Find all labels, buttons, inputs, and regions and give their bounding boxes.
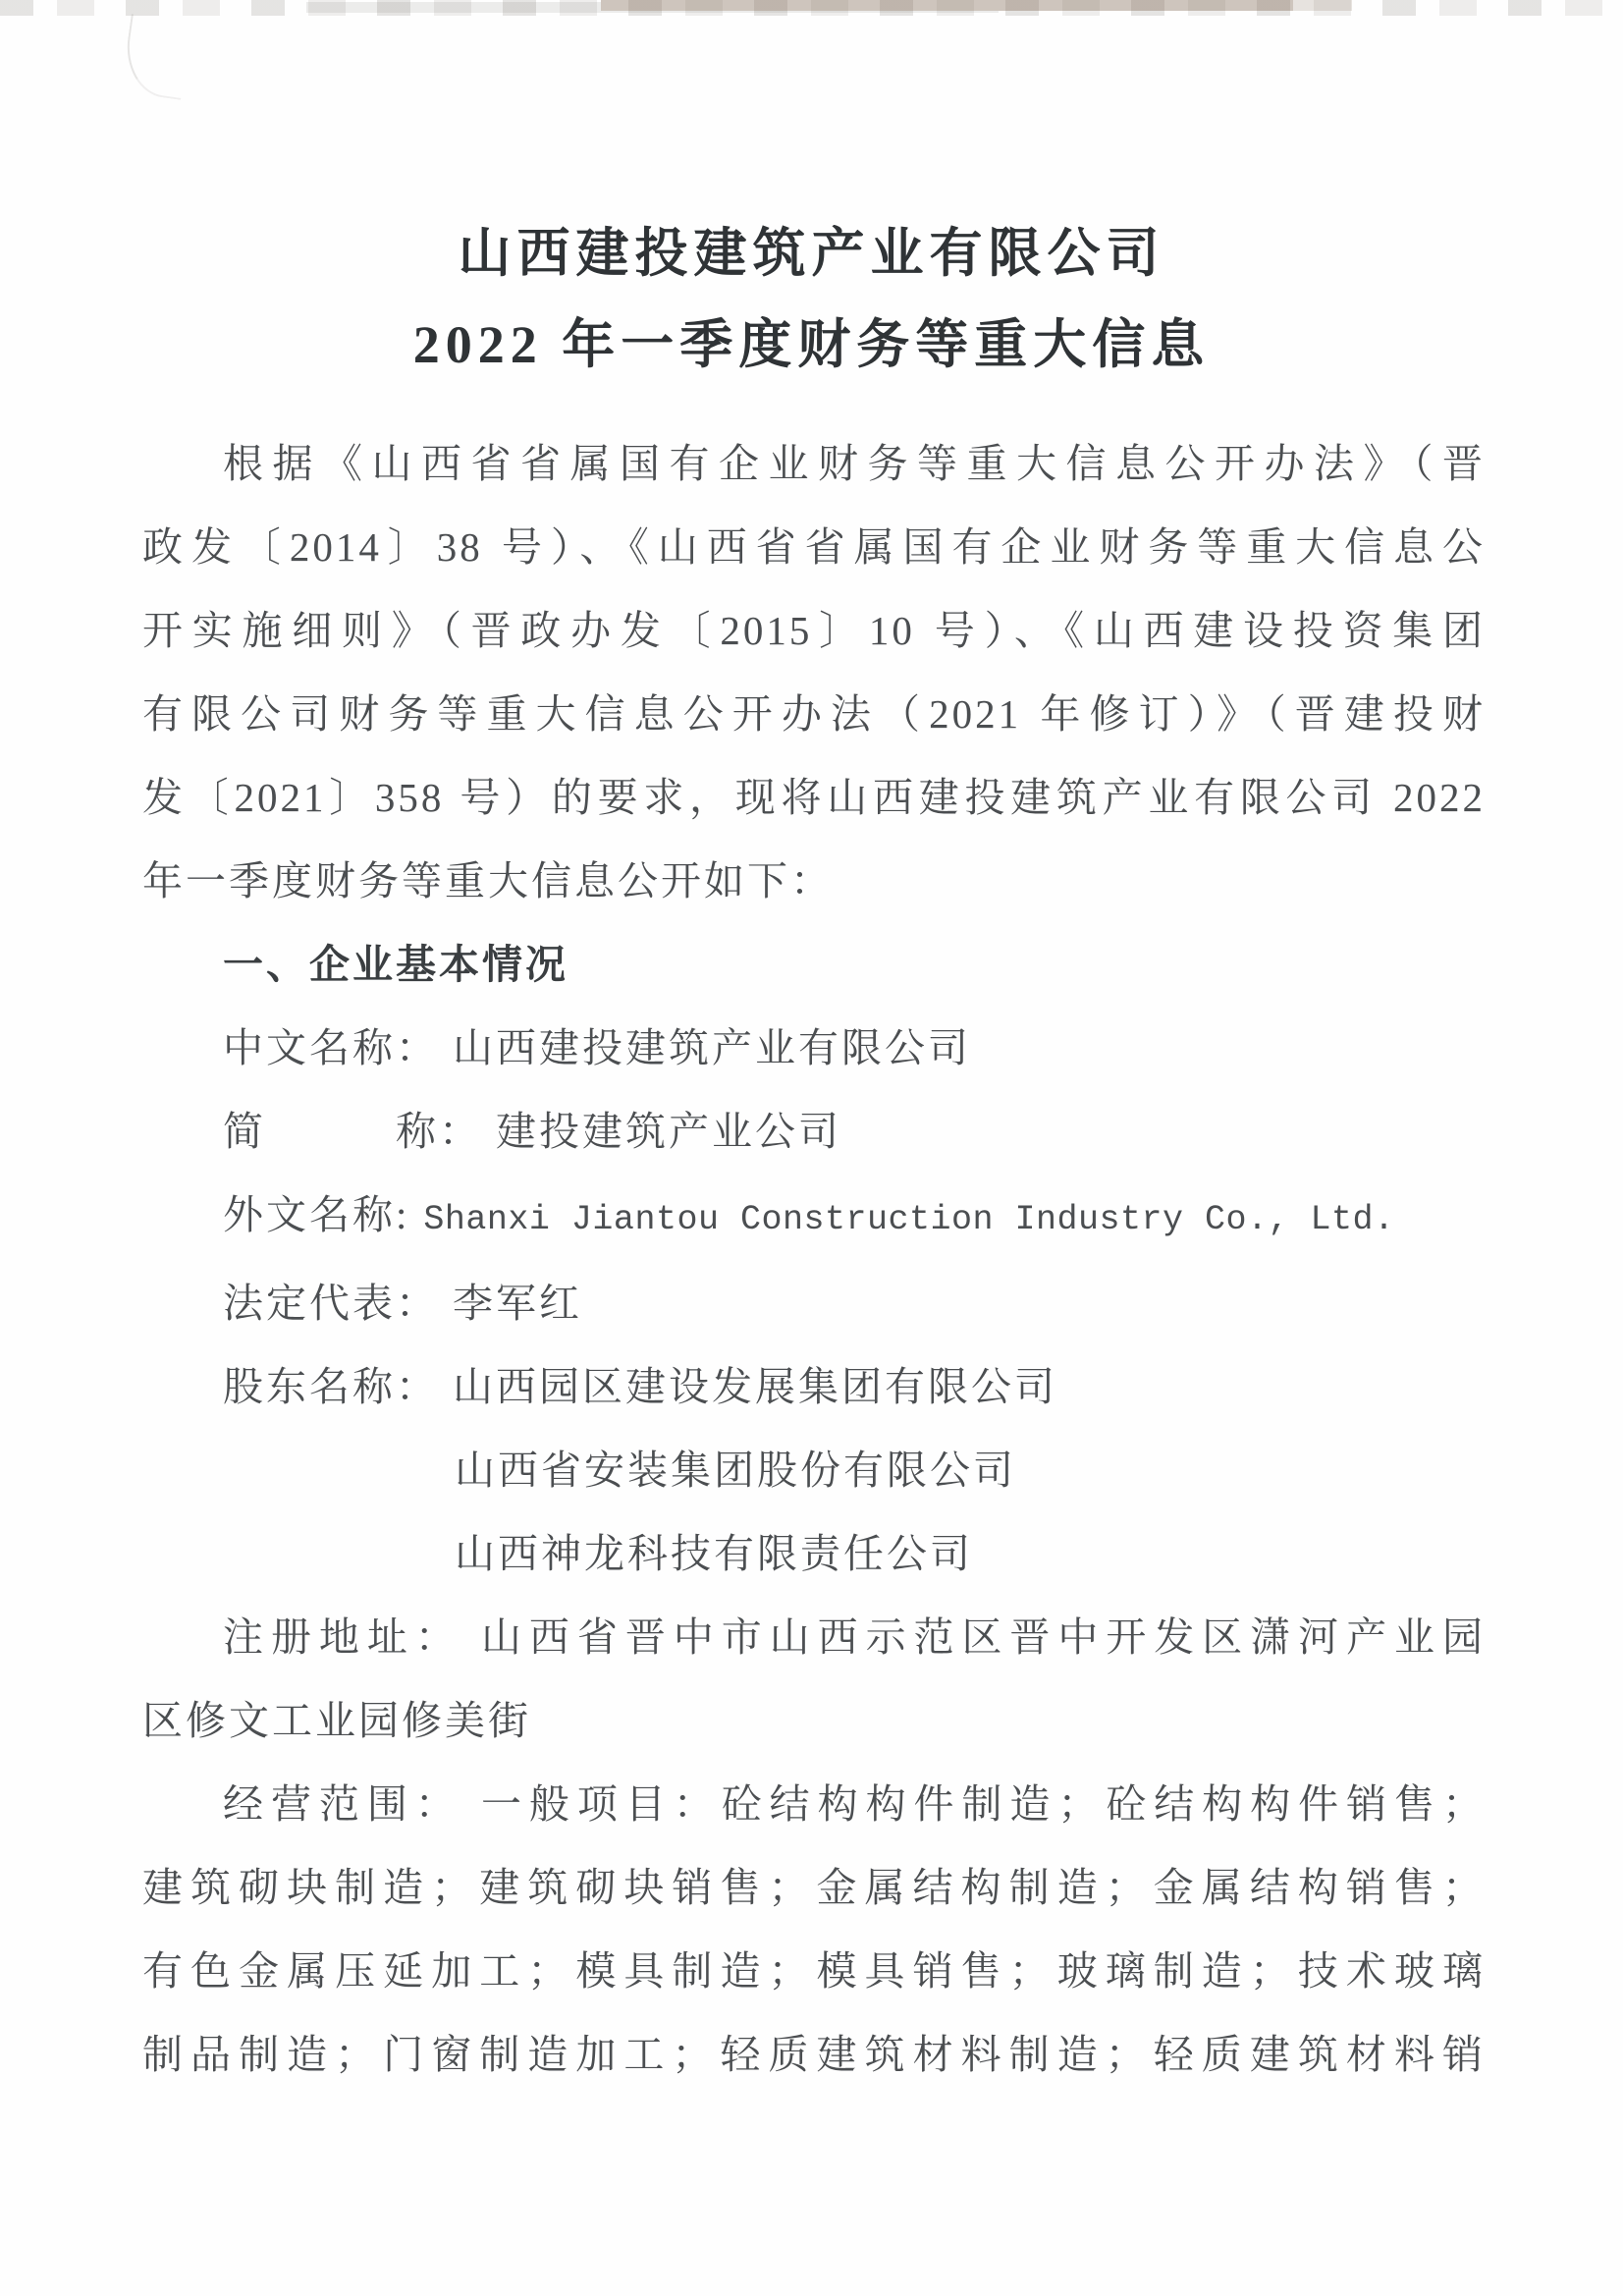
field-business-scope-line3: 有色金属压延加工；模具制造；模具销售；玻璃制造；技术玻璃 [142,1948,1486,1994]
intro-line-4: 有限公司财务等重大信息公开办法（2021 年修订）》（晋建投财 [142,691,1486,737]
document-title-line2: 2022 年一季度财务等重大信息 [412,315,1211,374]
intro-line-6: 年一季度财务等重大信息公开如下： [142,858,834,903]
field-short-name-label: 简 称： [223,1109,482,1154]
intro-line-2: 政发〔2014〕38 号）、《山西省省属国有企业财务等重大信息公 [142,524,1486,570]
field-registered-address-line2: 区修文工业园修美街 [142,1698,531,1743]
field-shareholders-value-3: 山西神龙科技有限责任公司 [455,1531,973,1576]
field-registered-address-line1: 注册地址： 山西省晋中市山西示范区晋中开发区潇河产业园 [223,1614,1486,1660]
field-business-scope-line1: 经营范围： 一般项目：砼结构构件制造；砼结构构件销售； [223,1781,1486,1827]
intro-line-5: 发〔2021〕358 号）的要求，现将山西建投建筑产业有限公司 2022 [142,775,1486,820]
field-short-name [142,1090,1486,1174]
scan-artifact-smudge [121,14,192,100]
field-short-name-value: 建投建筑产业公司 [496,1109,841,1154]
field-shareholders-value-2: 山西省安装集团股份有限公司 [455,1448,1016,1493]
field-business-scope-line2: 建筑砌块制造；建筑砌块销售；金属结构制造；金属结构销售； [142,1865,1486,1910]
field-shareholders-label: 股东名称： [223,1364,439,1409]
field-legal-representative-label: 法定代表： [223,1281,439,1326]
document-title-line1: 山西建投建筑产业有限公司 [458,224,1165,283]
intro-line-3: 开实施细则》（晋政办发〔2015〕10 号）、《山西建设投资集团 [142,608,1486,653]
field-foreign-name-value: Shanxi Jiantou Construction Industry Co., Ltd. [423,1200,1395,1239]
field-shareholders [142,1345,1486,1429]
intro-line-1: 根据《山西省省属国有企业财务等重大信息公开办法》（晋 [223,441,1486,486]
field-business-scope-line4: 制品制造；门窗制造加工；轻质建筑材料制造；轻质建筑材料销 [142,2032,1486,2077]
document-title [142,208,1481,391]
field-legal-representative [142,1262,1486,1345]
document-body [142,422,1486,2097]
field-legal-representative-value: 李军红 [453,1281,582,1326]
scan-artifact-band [601,0,1293,11]
field-shareholders-value-1: 山西园区建设发展集团有限公司 [453,1364,1057,1409]
section-heading: 一、企业基本情况 [223,942,568,987]
field-chinese-name-label: 中文名称： [223,1025,439,1070]
field-chinese-name [142,1007,1486,1090]
field-foreign-name [142,1174,1486,1262]
field-chinese-name-value: 山西建投建筑产业有限公司 [453,1025,971,1070]
field-foreign-name-label: 外文名称: [223,1192,410,1237]
